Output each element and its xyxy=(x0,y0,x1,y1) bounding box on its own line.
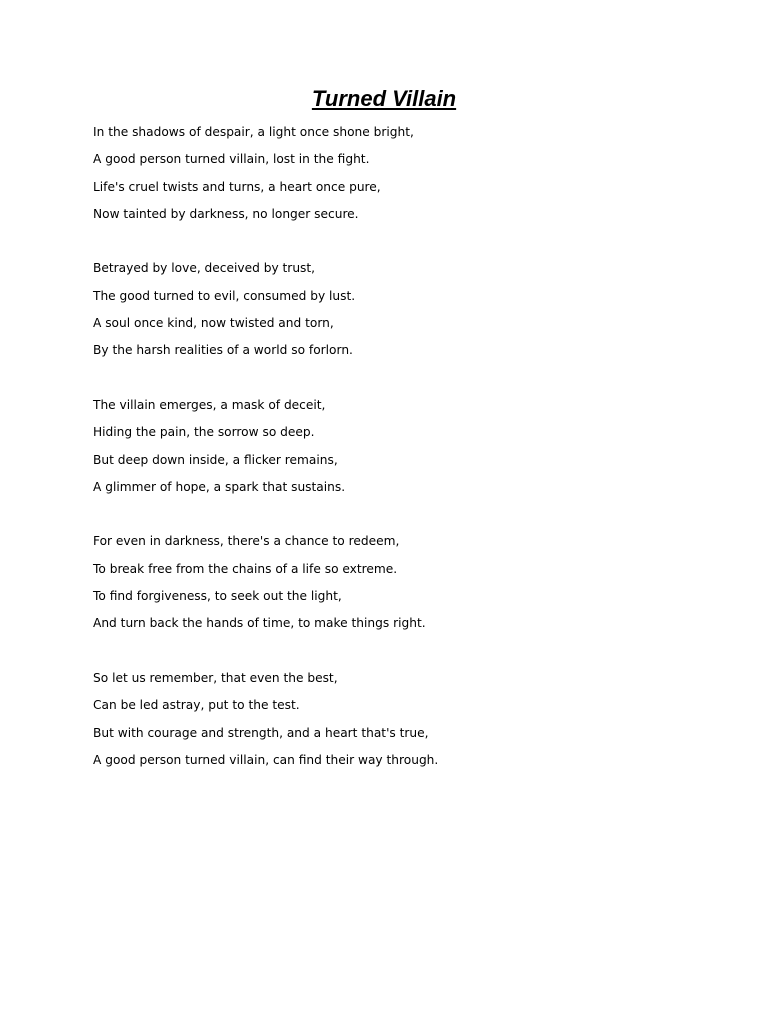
poem-line: By the harsh realities of a world so forlorn. xyxy=(93,343,353,358)
poem-title: Turned Villain xyxy=(311,86,457,111)
poem-line: A good person turned villain, lost in the fight. xyxy=(93,152,370,167)
poem-line: Life's cruel twists and turns, a heart once pure, xyxy=(93,179,381,194)
stanza-4 xyxy=(93,528,693,637)
poem-line: But deep down inside, a flicker remains, xyxy=(93,452,338,467)
poem-line: Can be led astray, put to the test. xyxy=(93,698,300,713)
poem-line: In the shadows of despair, a light once shone bright, xyxy=(93,125,414,139)
poem-line: For even in darkness, there's a chance to redeem, xyxy=(93,534,400,549)
poem-line: A glimmer of hope, a spark that sustains. xyxy=(93,479,346,494)
stanza-1 xyxy=(93,119,693,228)
stanza-5 xyxy=(93,665,693,774)
poem-line: So let us remember, that even the best, xyxy=(93,670,338,685)
poem-line: To break free from the chains of a life so extreme. xyxy=(93,561,398,576)
poem-line: A soul once kind, now twisted and torn, xyxy=(93,316,334,331)
poem-line: To find forgiveness, to seek out the light, xyxy=(93,589,342,604)
poem-line: And turn back the hands of time, to make things right. xyxy=(93,616,426,631)
stanza-2 xyxy=(93,255,693,364)
poem-line: But with courage and strength, and a heart that's true, xyxy=(93,725,429,740)
poem-line: Betrayed by love, deceived by trust, xyxy=(93,261,316,276)
poem-line: Hiding the pain, the sorrow so deep. xyxy=(93,425,315,440)
poem-line: Now tainted by darkness, no longer secure. xyxy=(93,206,359,221)
poem-line: The villain emerges, a mask of deceit, xyxy=(93,397,326,412)
poem-line: The good turned to evil, consumed by lust. xyxy=(93,288,356,303)
stanza-3 xyxy=(93,392,693,501)
poem-body xyxy=(93,119,693,801)
poem-line: A good person turned villain, can find their way through. xyxy=(93,752,439,767)
